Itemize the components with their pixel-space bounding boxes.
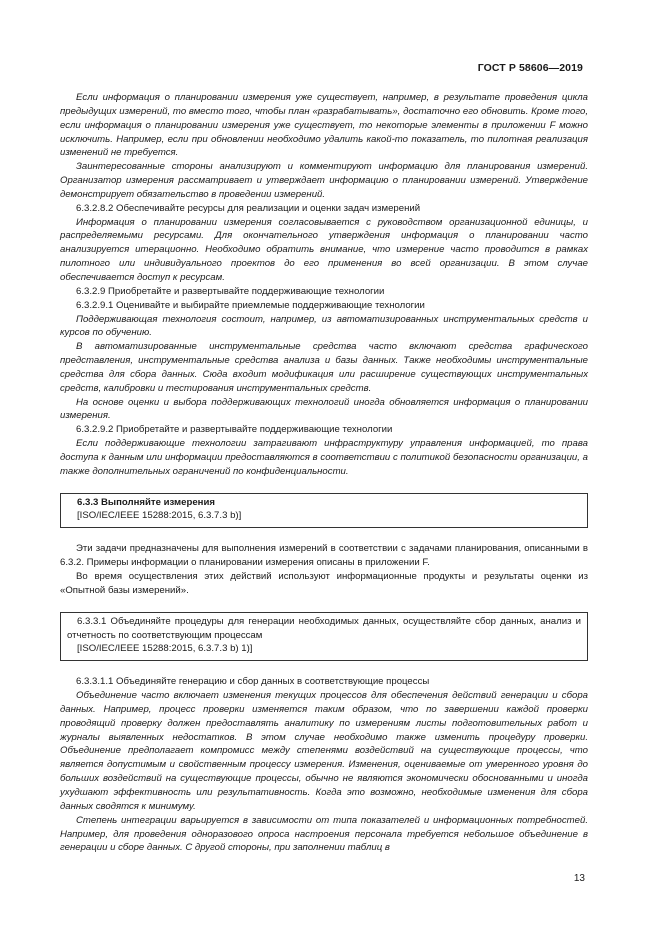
clause-heading: 6.3.2.9.2 Приобретайте и развертывайте поддерживающие технологии bbox=[76, 424, 393, 436]
page-number: 13 bbox=[573, 873, 585, 884]
section-reference: [ISO/IEC/IEEE 15288:2015, 6.3.7.3 b)] bbox=[77, 510, 242, 522]
paragraph: Поддерживающая технология состоит, например, из автоматизированных инструментальных средств и курсов по обучению. bbox=[60, 313, 588, 339]
paragraph: Информация о планировании измерения согласовывается с руководством организационной единицы, и распределяемыми ресурсами. Для окончательного утверждения информация о планировании часто анализируется итерационно. Необходимо обратить внимание, что измерение часто проводится в рамках пилотного или индивидуального проектов до его применения во всей организации. В этом случае обеспечивается доступ к ресурсам. bbox=[60, 216, 588, 283]
section-reference: [ISO/IEC/IEEE 15288:2015, 6.3.7.3 b) 1)] bbox=[77, 643, 253, 655]
paragraph: Если информация о планировании измерения уже существует, например, в результате проведения цикла предыдущих измерений, то вместо того, чтобы план «разрабатывать», достаточно его обновить. Кроме того, если информация о планировании измерения уже существует, то некоторые элементы в приложении F можно исключить. Например, если при обновлении необходимо удалить какой-то показатель, то пилотная реализация изменений не требуется. bbox=[60, 92, 588, 159]
paragraph: На основе оценки и выбора поддерживающих технологий иногда обновляется информация о планировании измерения. bbox=[60, 396, 588, 422]
clause-heading: 6.3.2.8.2 Обеспечивайте ресурсы для реализации и оценки задач измерений bbox=[76, 202, 421, 214]
paragraph: Заинтересованные стороны анализируют и комментируют информацию для планирования измерений. Организатор измерения рассматривает и утверждает информацию о планировании измерений. Утверждение демонстрирует обязательство в проведении измерений. bbox=[60, 161, 588, 200]
paragraph: Во время осуществления этих действий используют информационные продукты и результаты оценки из «Опытной базы измерений». bbox=[60, 571, 588, 596]
section-title: 6.3.3.1 Объединяйте процедуры для генерации необходимых данных, осуществляйте сбор данных, анализ и отчетность по соответствующим процессам bbox=[67, 615, 581, 641]
clause-heading: 6.3.2.9 Приобретайте и развертывайте поддерживающие технологии bbox=[76, 285, 385, 297]
section-box-6-3-3-1 bbox=[60, 612, 588, 662]
section-title: 6.3.3 Выполняйте измерения bbox=[77, 496, 215, 508]
page-content bbox=[60, 91, 588, 855]
paragraph: Степень интеграции варьируется в зависимости от типа показателей и информационных потребностей. Например, для проведения одноразового опроса настроения персонала требуется небольшое объединение в генерации и сборе данных. С другой стороны, при заполнении таблиц в bbox=[60, 814, 588, 854]
paragraph: Если поддерживающие технологии затрагивают инфраструктуру управления информацией, то права доступа к данным или информации предоставляются в соответствии с политикой безопасности организации, а также дополнительных ограничений по конфиденциальности. bbox=[60, 438, 588, 477]
paragraph: Объединение часто включает изменения текущих процессов для обеспечения действий генерации и сбора данных. Например, процесс проверки изменяется таким образом, что по завершении каждой проверки проводящий проверку должен предоставлять аналитику по измерениям листы подготовительных работ и журналы выявленных недостатков. В этом случае необходимо также изменить процедуру проверки. Объединение предполагает компромисс между степенями воздействий на существующие процессы, что является допустимым и свойственным процессу измерения. Изменения, оцениваемые от умеренного уровня до больших воздействий на существующие процессы, обычно не являются экономически обоснованными и иногда ухудшают эффективность или результативность. Когда это возможно, необходимые изменения для сбора данных сводятся к минимуму. bbox=[60, 690, 588, 812]
clause-heading: 6.3.2.9.1 Оценивайте и выбирайте приемлемые поддерживающие технологии bbox=[76, 299, 425, 311]
section-box-6-3-3 bbox=[60, 493, 588, 529]
clause-heading: 6.3.3.1.1 Объединяйте генерацию и сбор данных в соответствующие процессы bbox=[76, 676, 430, 688]
paragraph: Эти задачи предназначены для выполнения измерений в соответствии с задачами планирования, описанными в 6.3.2. Примеры информации о планировании измерения описаны в приложении F. bbox=[60, 543, 588, 569]
paragraph: В автоматизированные инструментальные средства часто включают средства графического представления, инструментальные средства анализа и базы данных. Также необходимы инструментальные средства для сбора данных. Сюда входит модификация или расширение существующих инструментальных средств, калибровки и тестирования инструментальных средств. bbox=[60, 341, 588, 394]
standard-header: ГОСТ Р 58606—2019 bbox=[477, 62, 583, 74]
